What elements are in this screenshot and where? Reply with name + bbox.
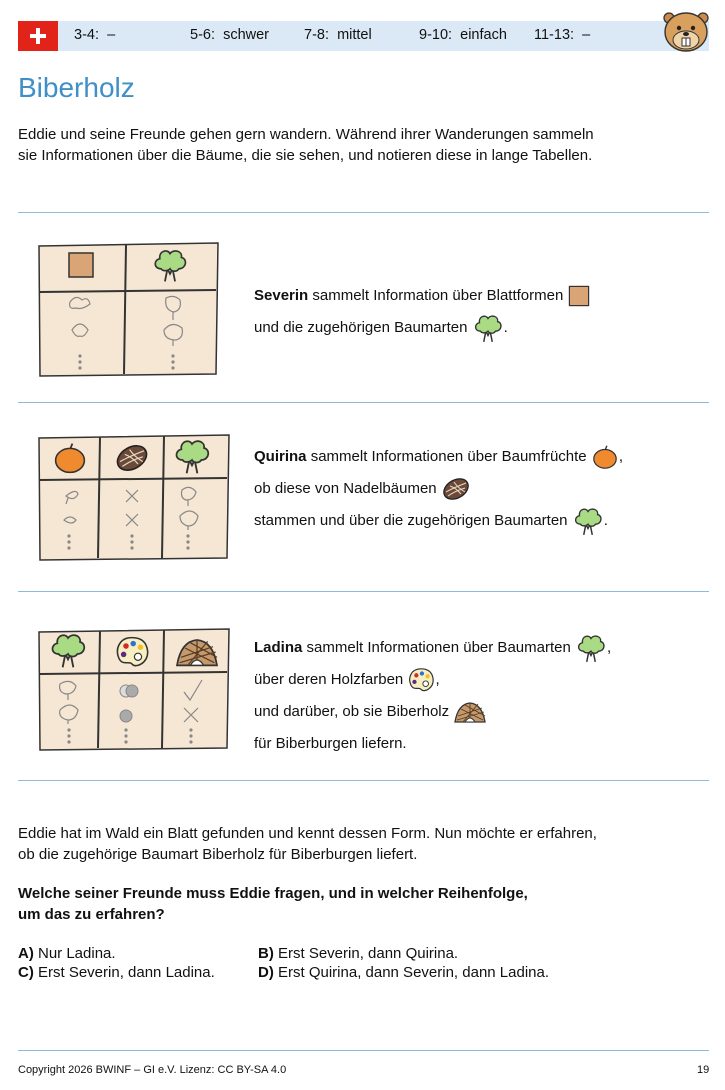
divider [18, 591, 709, 592]
copyright: Copyright 2026 BWINF – GI e.V. Lizenz: CC BY-SA 4.0 [18, 1064, 287, 1076]
severin-table-illustration [36, 240, 222, 378]
divider [18, 212, 709, 213]
problem-statement: Eddie hat im Wald ein Blatt gefunden und kennt dessen Form. Nun möchte er erfahren, ob die zugehörige Baumart Biberholz für Biberburgen liefert. [18, 825, 597, 863]
page-title: Biberholz [18, 72, 135, 103]
pinecone-icon [441, 474, 471, 504]
quirina-table-illustration [36, 432, 232, 562]
level-9-10: 9-10: einfach [419, 27, 507, 43]
friend-name: Severin [254, 287, 309, 304]
level-7-8: 7-8: mittel [304, 27, 372, 43]
beaver-lodge-icon [453, 700, 487, 724]
page-number: 19 [697, 1064, 710, 1076]
divider [18, 402, 709, 403]
severin-description: Severin sammelt Information über Blattformen und die zugehörigen Baumarten . [254, 280, 591, 344]
tree-icon [575, 632, 607, 664]
level-3-4: 3-4: – [74, 27, 116, 43]
swiss-flag-icon [18, 21, 58, 51]
quirina-description: Quirina sammelt Informationen über Baumfrüchte , ob diese von Nadelbäumen stammen und über die zugehörigen Baumarten . [254, 441, 623, 537]
tree-icon [572, 505, 604, 537]
ladina-description: Ladina sammelt Informationen über Baumarten , über deren Holzfarben , und darüber, ob sie Biberholz für Biberburgen liefern. [254, 632, 611, 760]
footer-divider [18, 1050, 709, 1051]
level-11-13: 11-13: – [534, 27, 591, 43]
beaver-mascot-icon [660, 6, 712, 54]
answer-d[interactable]: D) Erst Quirina, dann Severin, dann Ladina. [258, 964, 550, 981]
level-5-6: 5-6: schwer [190, 27, 269, 43]
friend-name: Quirina [254, 448, 307, 465]
intro-paragraph: Eddie und seine Freunde gehen gern wandern. Während ihrer Wanderungen sammeln sie Informationen über die Bäume, die sie sehen, und notieren diese in lange Tabellen. [18, 126, 594, 164]
divider [18, 780, 709, 781]
answer-b[interactable]: B) Erst Severin, dann Quirina. [258, 945, 459, 962]
fruit-icon [591, 443, 619, 471]
friend-name: Ladina [254, 639, 303, 656]
tree-icon [472, 312, 504, 344]
question: Welche seiner Freunde muss Eddie fragen, und in welcher Reihenfolge, um das zu erfahren? [18, 885, 528, 923]
answer-a[interactable]: A) Nur Ladina. [18, 945, 116, 962]
square-leaf-icon [567, 284, 591, 308]
answer-c[interactable]: C) Erst Severin, dann Ladina. [18, 964, 215, 981]
ladina-table-illustration [36, 626, 232, 752]
palette-icon [407, 666, 435, 694]
